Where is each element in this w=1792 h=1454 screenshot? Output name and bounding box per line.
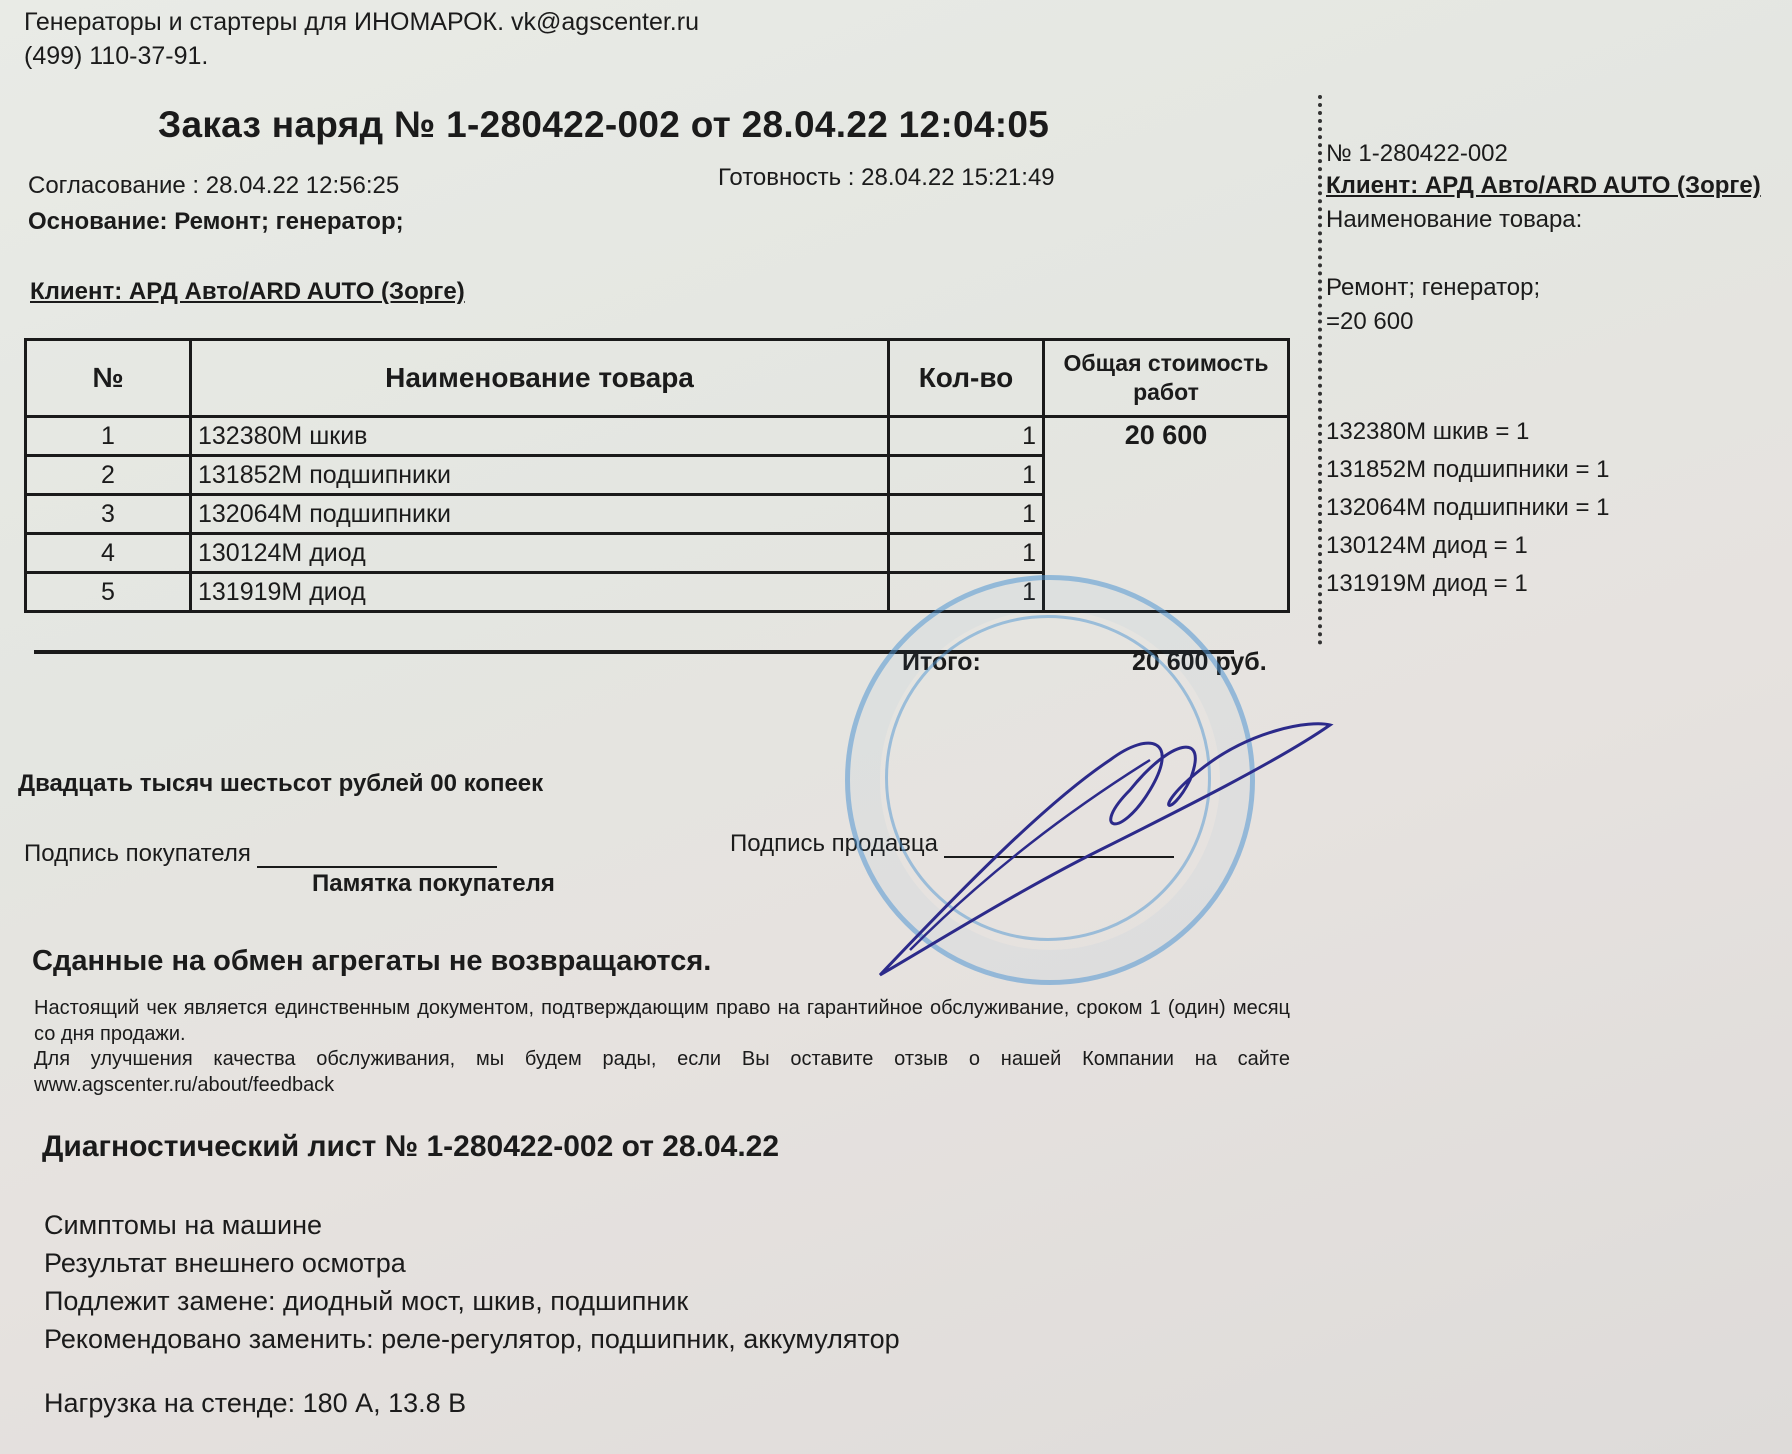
handwritten-signature	[850, 700, 1350, 1000]
stub-item: 131852M подшипники = 1	[1326, 456, 1610, 483]
diagnostic-bench-load: Нагрузка на стенде: 180 А, 13.8 В	[44, 1388, 467, 1418]
total-value: 20 600 руб.	[1132, 648, 1267, 676]
agreement-date: Согласование : 28.04.22 12:56:25	[28, 172, 400, 199]
row-qty: 1	[889, 534, 1044, 573]
buyer-signature-label: Подпись покупателя	[24, 840, 251, 867]
row-num: 2	[26, 456, 191, 495]
stub-item: 130124M диод = 1	[1326, 532, 1528, 559]
memo-title: Памятка покупателя	[312, 870, 555, 897]
feedback-notice: Для улучшения качества обслуживания, мы будем рады, если Вы оставите отзыв о нашей Компании на сайте www.agscenter.ru/about/feedback	[34, 1048, 1290, 1096]
stub-client: Клиент: АРД Авто/ARD AUTO (Зорге)	[1326, 172, 1761, 199]
diagnostic-inspection: Результат внешнего осмотра	[44, 1248, 406, 1278]
company-line: Генераторы и стартеры для ИНОМАРОК. vk@agscenter.ru	[24, 8, 699, 36]
stub-item: 132064M подшипники = 1	[1326, 494, 1610, 521]
stub-items-label: Наименование товара:	[1326, 206, 1583, 233]
total-in-words: Двадцать тысяч шестьсот рублей 00 копеек	[18, 770, 544, 797]
col-num: №	[26, 340, 191, 417]
buyer-signature	[24, 840, 497, 868]
company-phone: (499) 110-37-91.	[24, 42, 209, 70]
total-cost-cell: 20 600	[1044, 417, 1289, 612]
row-num: 5	[26, 573, 191, 612]
row-name: 131852M подшипники	[191, 456, 889, 495]
col-cost: Общая стоимость работ	[1044, 340, 1289, 417]
diagnostic-title: Диагностический лист № 1-280422-002 от 28.04.22	[42, 1130, 780, 1163]
order-title: Заказ наряд № 1-280422-002 от 28.04.22 12:04:05	[158, 104, 1050, 145]
col-qty: Кол-во	[889, 340, 1044, 417]
buyer-signature-line	[257, 846, 497, 868]
row-name: 131919M диод	[191, 573, 889, 612]
no-return-notice: Сданные на обмен агрегаты не возвращаются.	[32, 945, 712, 977]
seller-signature-label: Подпись продавца	[730, 830, 939, 857]
stub-number: № 1-280422-002	[1326, 140, 1508, 167]
stub-item: 132380M шкив = 1	[1326, 418, 1530, 445]
diagnostic-to-replace: Подлежит замене: диодный мост, шкив, подшипник	[44, 1286, 689, 1316]
row-num: 1	[26, 417, 191, 456]
items-table	[24, 338, 1290, 613]
col-name: Наименование товара	[191, 340, 889, 417]
stub-perforation	[1318, 95, 1322, 645]
client-name: Клиент: АРД Авто/ARD AUTO (Зорге)	[30, 278, 465, 305]
row-num: 3	[26, 495, 191, 534]
stub-item: 131919M диод = 1	[1326, 570, 1528, 597]
table-row	[26, 417, 1289, 456]
row-qty: 1	[889, 417, 1044, 456]
readiness-date: Готовность : 28.04.22 15:21:49	[718, 164, 1055, 191]
row-qty: 1	[889, 573, 1044, 612]
stub-service: Ремонт; генератор;	[1326, 274, 1541, 301]
warranty-notice: Настоящий чек является единственным документом, подтверждающим право на гарантийное обслуживание, сроком 1 (один) месяц со дня продажи.	[34, 997, 1290, 1045]
table-header-row	[26, 340, 1289, 417]
row-qty: 1	[889, 495, 1044, 534]
row-qty: 1	[889, 456, 1044, 495]
row-name: 132064M подшипники	[191, 495, 889, 534]
order-basis: Основание: Ремонт; генератор;	[28, 208, 404, 235]
total-label: Итого:	[902, 648, 981, 676]
stub-sum: =20 600	[1326, 308, 1414, 335]
row-name: 132380M шкив	[191, 417, 889, 456]
row-num: 4	[26, 534, 191, 573]
diagnostic-recommended: Рекомендовано заменить: реле-регулятор, подшипник, аккумулятор	[44, 1324, 900, 1354]
row-name: 130124M диод	[191, 534, 889, 573]
diagnostic-symptoms: Симптомы на машине	[44, 1210, 322, 1240]
